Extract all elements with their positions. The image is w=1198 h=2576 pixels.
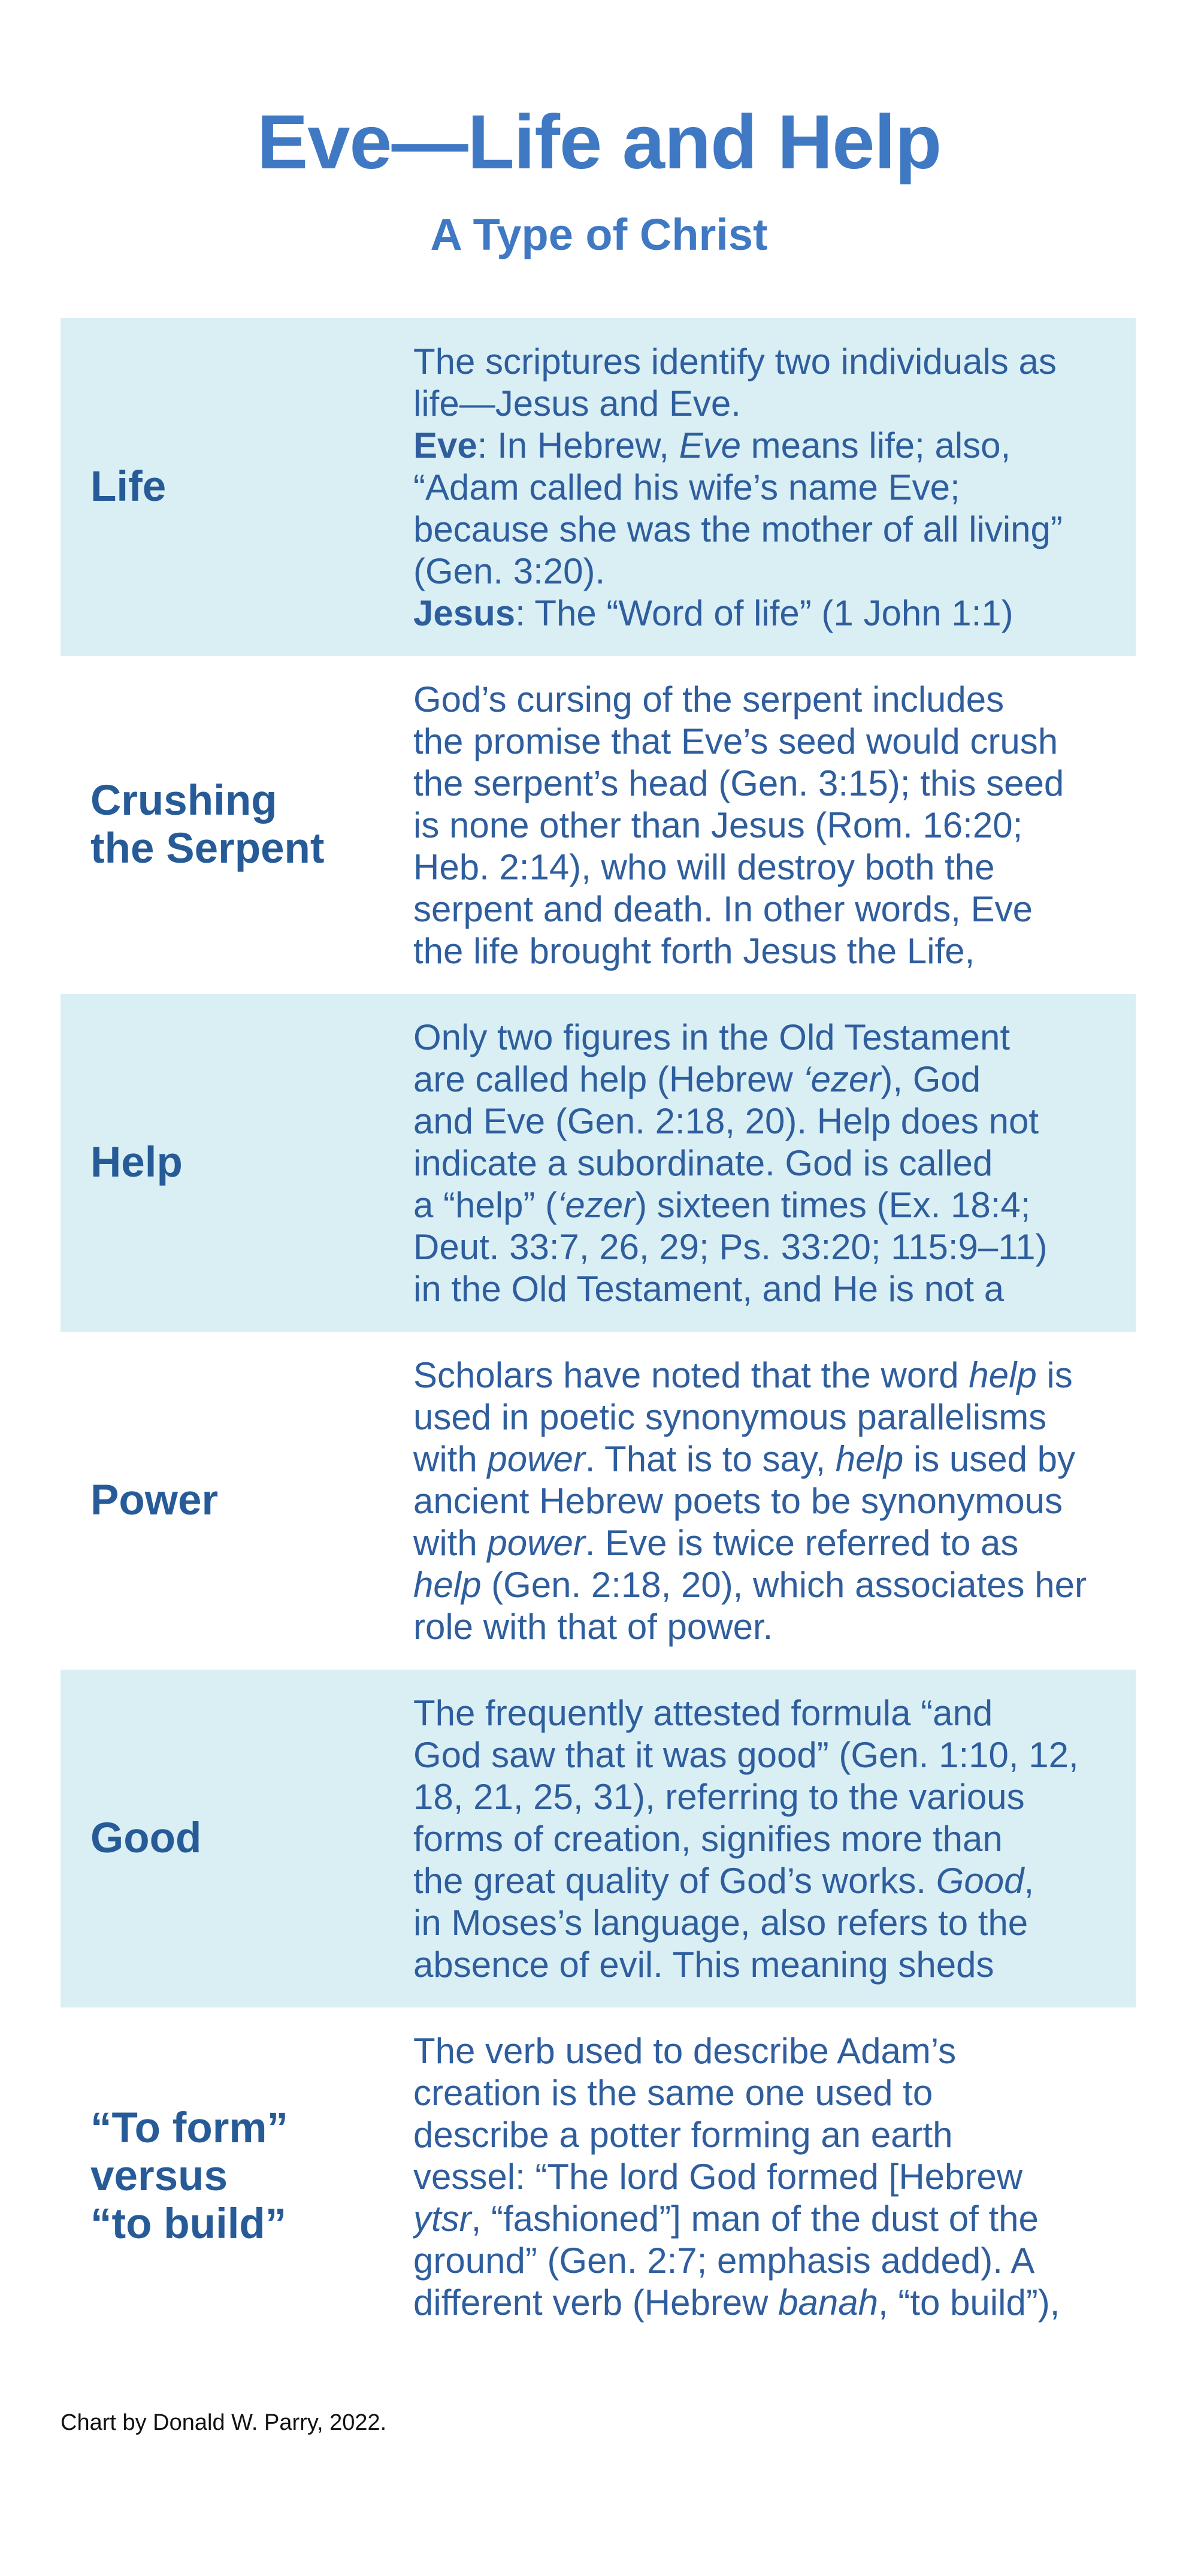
- text-segment: “Adam called his wife’s name Eve;: [413, 467, 960, 507]
- text-segment: The verb used to describe Adam’s: [413, 2031, 957, 2071]
- italic-text-segment: ‘ezer: [557, 1185, 636, 1225]
- table-row: [60, 1332, 1136, 1670]
- text-segment: with: [413, 1439, 488, 1479]
- description-line: [413, 467, 1112, 509]
- italic-text-segment: help: [835, 1439, 904, 1479]
- text-segment: God saw that it was good” (Gen. 1:10, 12,: [413, 1735, 1079, 1775]
- text-segment: and Eve (Gen. 2:18, 20). Help does not: [413, 1101, 1039, 1141]
- text-segment: in the Old Testament, and He is not a: [413, 1269, 1005, 1309]
- text-segment: is: [1036, 1355, 1073, 1395]
- description-line: [413, 2072, 1112, 2114]
- text-segment: creation is the same one used to: [413, 2073, 933, 2113]
- description-line: [413, 509, 1112, 551]
- text-segment: ancient Hebrew poets to be synonymous: [413, 1481, 1063, 1521]
- description-line: [413, 805, 1112, 846]
- text-segment: Scholars have noted that the word: [413, 1355, 969, 1395]
- text-segment: the promise that Eve’s seed would crush: [413, 721, 1058, 761]
- row-label: [60, 994, 413, 1332]
- italic-text-segment: help: [413, 1565, 482, 1605]
- description-line: [413, 1226, 1112, 1268]
- row-label: [60, 656, 413, 994]
- text-segment: a “help” (: [413, 1185, 558, 1225]
- text-segment: . That is to say,: [585, 1439, 836, 1479]
- text-segment: vessel: “The lord God formed [Hebrew: [413, 2157, 1023, 2197]
- text-segment: is none other than Jesus (Rom. 16:20;: [413, 805, 1023, 845]
- row-label-line: Life: [90, 463, 167, 510]
- footer-credit: Chart by Donald W. Parry, 2022.: [60, 2410, 387, 2435]
- row-label-line: the Serpent: [90, 825, 325, 872]
- text-segment: means life; also,: [740, 425, 1011, 465]
- text-segment: role with that of power.: [413, 1607, 773, 1647]
- text-segment: The scriptures identify two individuals as: [413, 341, 1057, 382]
- description-line: [413, 1944, 1112, 1986]
- text-segment: Deut. 33:7, 26, 29; Ps. 33:20; 115:9–11): [413, 1227, 1048, 1267]
- table-row: [60, 318, 1136, 656]
- description-line: [413, 1100, 1112, 1142]
- text-segment: ,: [1024, 1861, 1034, 1901]
- row-label-line: versus: [90, 2152, 228, 2200]
- text-segment: : The “Word of life” (1 John 1:1): [515, 593, 1014, 633]
- description-line: [413, 1396, 1112, 1438]
- description-line: [413, 1522, 1112, 1564]
- description-line: [413, 592, 1112, 634]
- description-line: [413, 2156, 1112, 2198]
- page-subtitle: A Type of Christ: [430, 210, 768, 259]
- text-segment: life—Jesus and Eve.: [413, 383, 741, 424]
- row-description: [413, 1670, 1136, 2007]
- description-line: [413, 425, 1112, 467]
- description-line: [413, 1184, 1112, 1226]
- description-line: [413, 2240, 1112, 2282]
- text-segment: The frequently attested formula “and: [413, 1693, 993, 1733]
- table-row: [60, 1670, 1136, 2007]
- row-label-line: “to build”: [90, 2200, 287, 2248]
- italic-text-segment: power: [487, 1439, 585, 1479]
- text-segment: the life brought forth Jesus the Life,: [413, 931, 975, 971]
- text-segment: (Gen. 2:18, 20), which associates her: [481, 1565, 1087, 1605]
- description-line: [413, 2114, 1112, 2156]
- description-line: [413, 721, 1112, 763]
- text-segment: in Moses’s language, also refers to the: [413, 1903, 1028, 1943]
- row-description: [413, 656, 1136, 994]
- row-label: [60, 1332, 413, 1670]
- description-line: [413, 1734, 1112, 1776]
- text-segment: : In Hebrew,: [477, 425, 679, 465]
- table-row: [60, 656, 1136, 994]
- row-label-line: “To form”: [90, 2105, 288, 2152]
- bold-text-segment: Eve: [413, 425, 477, 465]
- text-segment: forms of creation, signifies more than: [413, 1819, 1003, 1859]
- description-line: [413, 763, 1112, 805]
- text-segment: (Gen. 3:20).: [413, 551, 606, 591]
- row-label: [60, 318, 413, 656]
- description-line: [413, 2030, 1112, 2072]
- description-line: [413, 888, 1112, 930]
- text-segment: ground” (Gen. 2:7; emphasis added). A: [413, 2241, 1035, 2281]
- description-line: [413, 383, 1112, 425]
- row-label-line: Good: [90, 1815, 202, 1862]
- description-line: [413, 1692, 1112, 1734]
- italic-text-segment: help: [969, 1355, 1037, 1395]
- text-segment: the serpent’s head (Gen. 3:15); this seed: [413, 763, 1064, 803]
- description-line: [413, 1059, 1112, 1100]
- text-segment: 18, 21, 25, 31), referring to the various: [413, 1777, 1025, 1817]
- description-line: [413, 1017, 1112, 1059]
- text-segment: because she was the mother of all living”: [413, 509, 1063, 549]
- row-description: [413, 318, 1136, 656]
- text-segment: indicate a subordinate. God is called: [413, 1143, 993, 1183]
- comparison-table: [60, 318, 1136, 2345]
- text-segment: , “fashioned”] man of the dust of the: [471, 2199, 1039, 2239]
- italic-text-segment: ytsr: [413, 2199, 471, 2239]
- text-segment: ), God: [881, 1059, 981, 1099]
- description-line: [413, 679, 1112, 721]
- text-segment: different verb (Hebrew: [413, 2282, 779, 2323]
- text-segment: , “to build”),: [878, 2282, 1060, 2323]
- description-line: [413, 1142, 1112, 1184]
- row-description: [413, 994, 1136, 1332]
- row-label-line: Help: [90, 1139, 183, 1186]
- row-description: [413, 1332, 1136, 1670]
- text-segment: describe a potter forming an earth: [413, 2115, 953, 2155]
- description-line: [413, 551, 1112, 592]
- description-line: [413, 341, 1112, 383]
- description-line: [413, 1480, 1112, 1522]
- text-segment: . Eve is twice referred to as: [585, 1523, 1019, 1563]
- description-line: [413, 1354, 1112, 1396]
- description-line: [413, 930, 1112, 972]
- text-segment: God’s cursing of the serpent includes: [413, 679, 1005, 719]
- text-segment: used in poetic synonymous parallelisms: [413, 1397, 1047, 1437]
- row-label-line: Power: [90, 1477, 219, 1524]
- description-line: [413, 1818, 1112, 1860]
- italic-text-segment: banah: [778, 2282, 879, 2323]
- description-line: [413, 1776, 1112, 1818]
- italic-text-segment: Good: [936, 1861, 1024, 1901]
- text-segment: absence of evil. This meaning sheds: [413, 1945, 994, 1985]
- bold-text-segment: Jesus: [413, 593, 516, 633]
- text-segment: are called help (Hebrew: [413, 1059, 803, 1099]
- description-line: [413, 1564, 1112, 1606]
- description-line: [413, 1268, 1112, 1310]
- italic-text-segment: ‘ezer: [803, 1059, 881, 1099]
- description-line: [413, 1902, 1112, 1944]
- description-line: [413, 846, 1112, 888]
- row-label: [60, 1670, 413, 2007]
- description-line: [413, 2198, 1112, 2240]
- italic-text-segment: Eve: [679, 425, 741, 465]
- row-description: [413, 2007, 1136, 2345]
- text-segment: ) sixteen times (Ex. 18:4;: [635, 1185, 1031, 1225]
- text-segment: the great quality of God’s works.: [413, 1861, 936, 1901]
- row-label-line: Crushing: [90, 777, 277, 824]
- text-segment: with: [413, 1523, 488, 1563]
- description-line: [413, 2282, 1112, 2324]
- text-segment: Only two figures in the Old Testament: [413, 1017, 1011, 1057]
- description-line: [413, 1860, 1112, 1902]
- row-label: [60, 2007, 413, 2345]
- text-segment: serpent and death. In other words, Eve: [413, 889, 1033, 929]
- text-segment: is used by: [903, 1439, 1076, 1479]
- table-row: [60, 994, 1136, 1332]
- description-line: [413, 1438, 1112, 1480]
- table-row: [60, 2007, 1136, 2345]
- italic-text-segment: power: [487, 1523, 585, 1563]
- text-segment: Heb. 2:14), who will destroy both the: [413, 847, 995, 887]
- description-line: [413, 1606, 1112, 1648]
- page-title: Eve—Life and Help: [256, 99, 942, 185]
